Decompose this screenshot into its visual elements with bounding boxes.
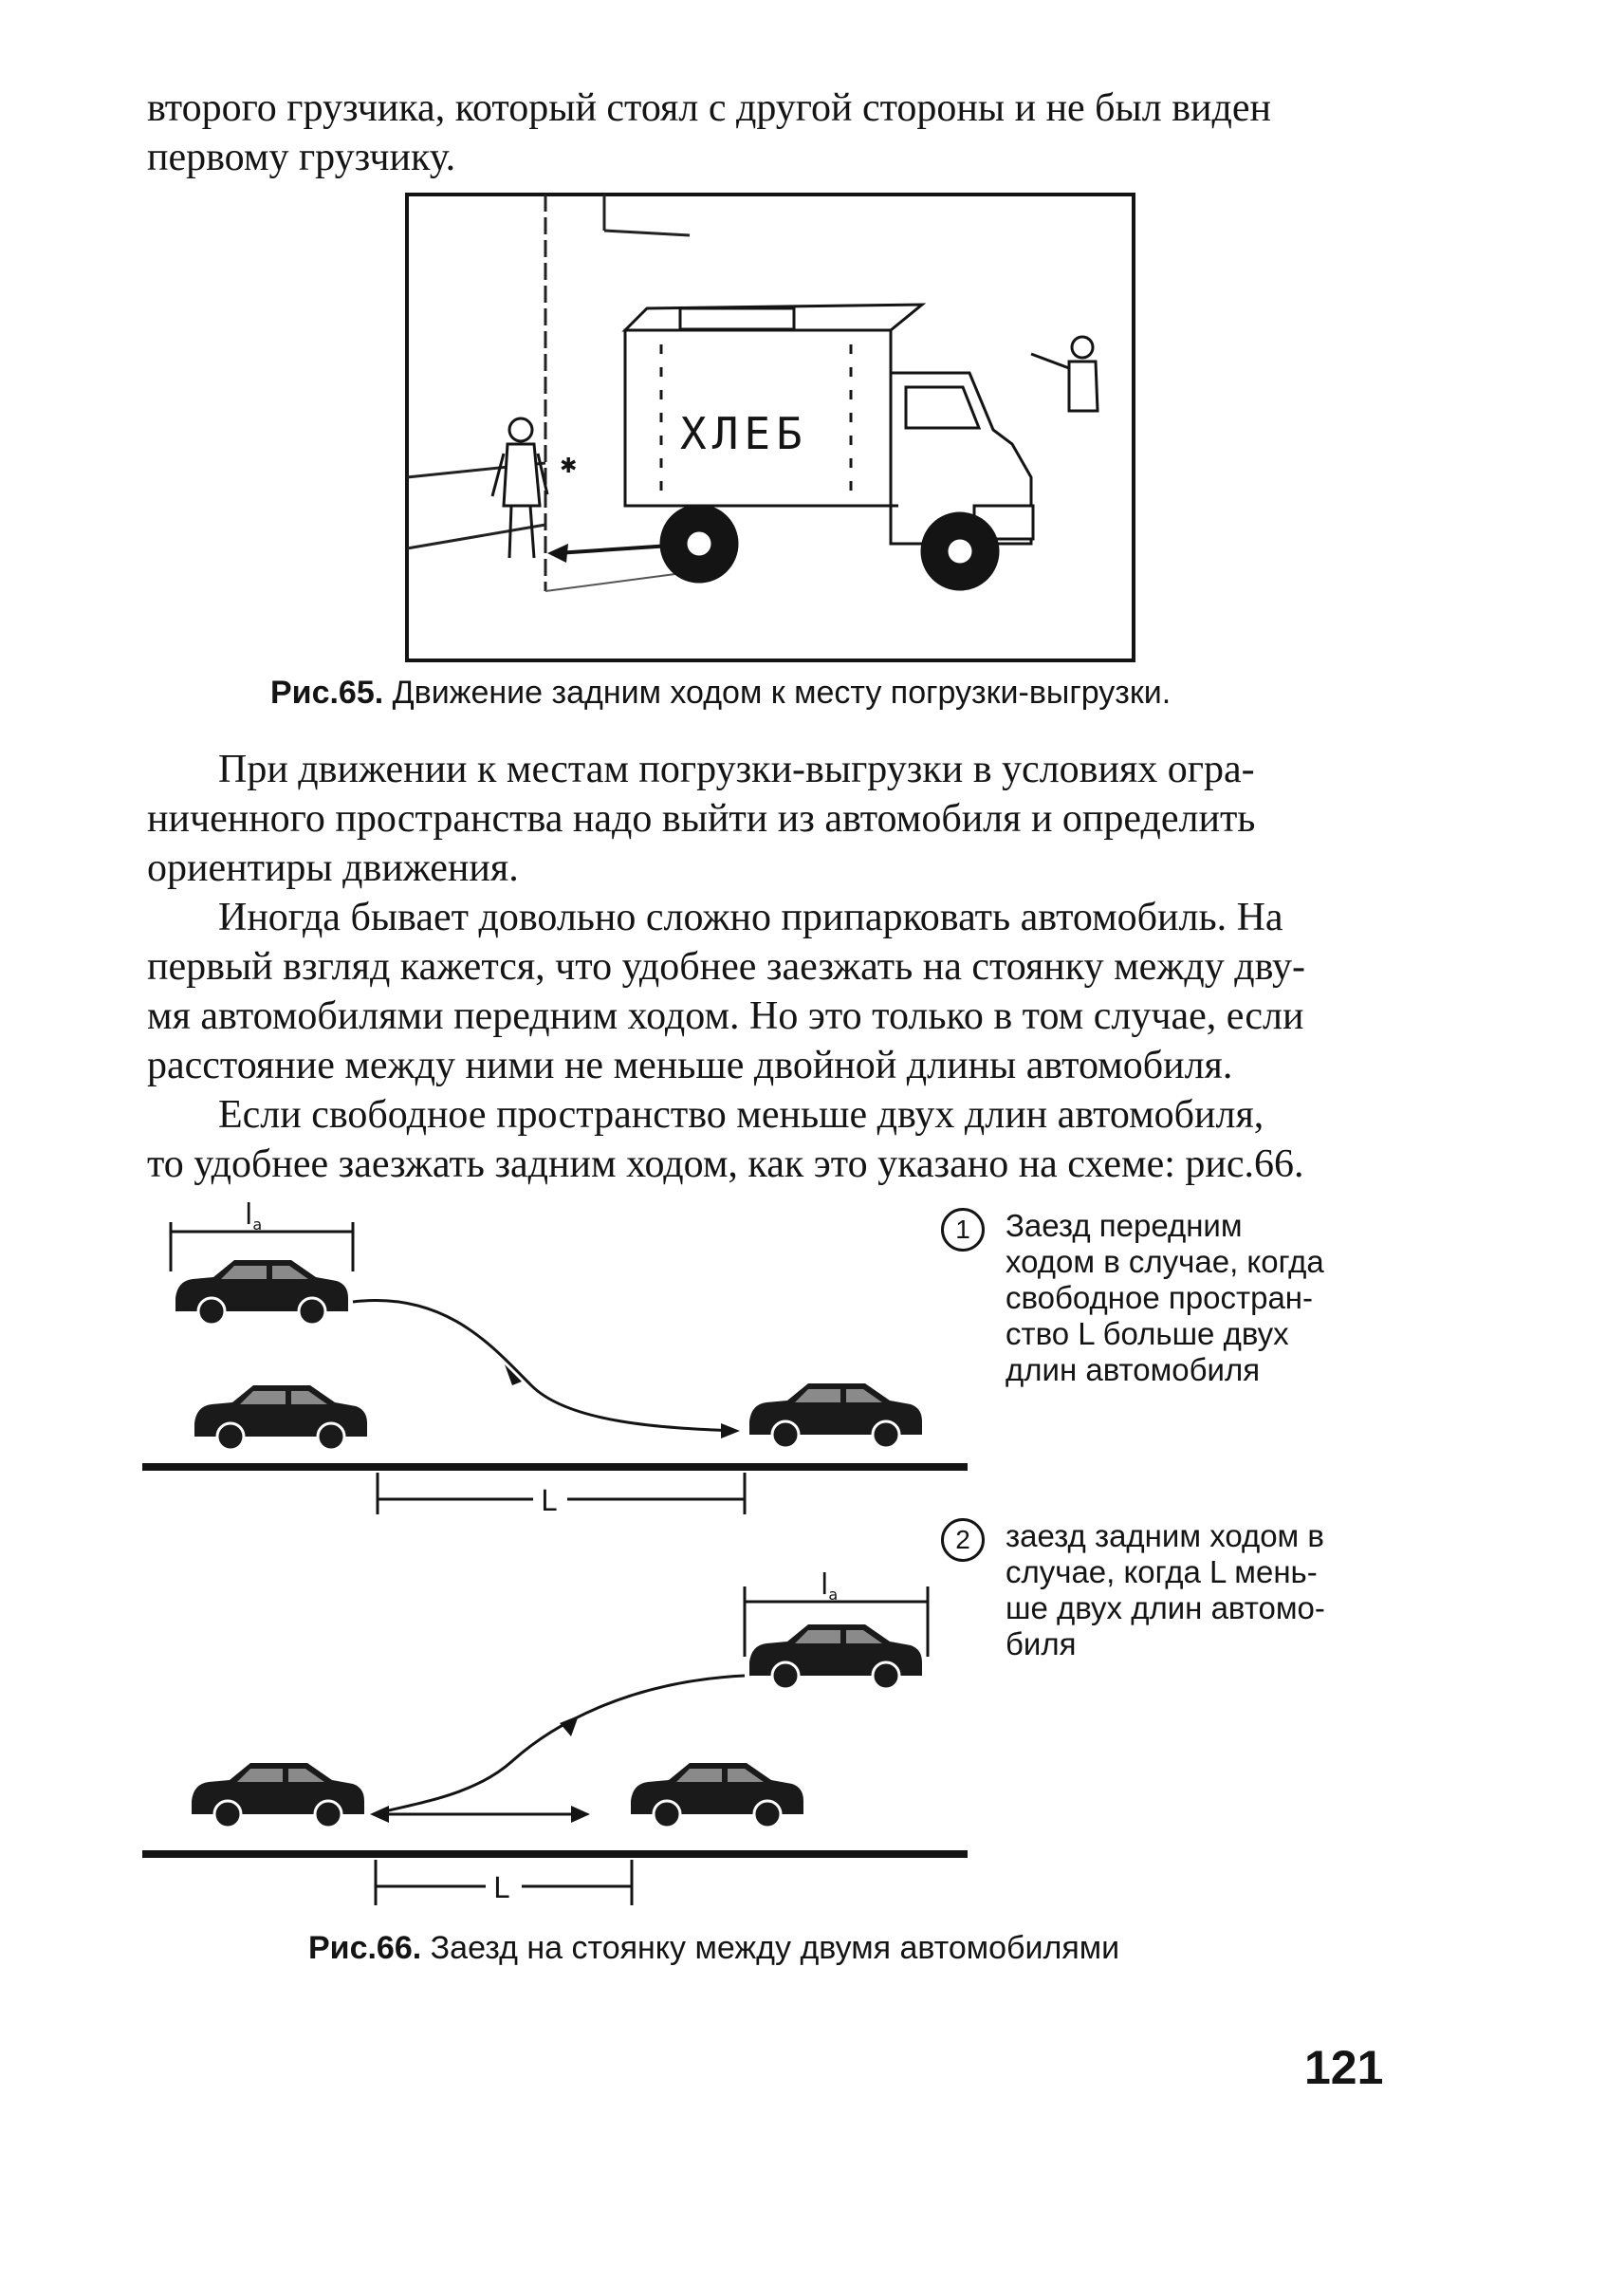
figure-65-caption (270, 675, 1171, 712)
trajectory-arrow (560, 1716, 579, 1736)
gap-label: L (493, 1872, 509, 1905)
caption-text: Движение задним ходом к месту погрузки-выгрузки. (383, 675, 1172, 711)
moving-car (749, 1624, 922, 1689)
paragraph-3 (147, 1090, 1404, 1189)
note-line: свободное простран- (1006, 1280, 1314, 1315)
figure-66-caption (308, 1930, 1119, 1967)
car-length-label: $l_a$ (821, 1568, 839, 1604)
moving-car (175, 1260, 348, 1325)
shuffle-arrow (370, 1806, 389, 1823)
caption-label: Рис.65. (270, 675, 384, 711)
note-line: длин автомобиля (1006, 1352, 1261, 1387)
text-line: первому грузчику. (147, 136, 456, 179)
note-line: ство L больше двух (1006, 1316, 1289, 1351)
note-number: 2 (941, 1518, 985, 1562)
paragraph-2 (147, 893, 1404, 1090)
gap-label: L (541, 1485, 557, 1518)
text-line: При движении к местам погрузки-выгрузки в условиях огра- (218, 748, 1255, 791)
trajectory-path (353, 1300, 736, 1431)
marker-cross: ✱ (560, 455, 578, 478)
intro-text (147, 83, 1404, 182)
note-line: Заезд передним (1006, 1208, 1243, 1243)
text-line: первый взгляд кажется, что удобнее заезжать на стоянку между дву- (147, 945, 1305, 989)
note-2 (955, 1518, 1385, 1662)
paragraph-1 (147, 745, 1404, 893)
note-line: случае, когда L мень- (1006, 1554, 1318, 1589)
text-line: мя автомобилями передним ходом. Но это только в том случае, если (147, 994, 1304, 1038)
scenario-1 (142, 1198, 968, 1518)
text-line: Если свободное пространство меньше двух длин автомобиля, (218, 1093, 1264, 1137)
text-line: Иногда бывает довольно сложно припарковать автомобиль. На (218, 896, 1283, 939)
trajectory-arrow (721, 1423, 740, 1438)
text-line: то удобнее заезжать задним ходом, как это указано на схеме: рис.66. (147, 1142, 1304, 1186)
text-line: ориентиры движения. (147, 846, 519, 890)
note-line: ше двух длин автомо- (1006, 1590, 1325, 1625)
parked-car-right (749, 1383, 922, 1448)
note-line: ходом в случае, когда (1006, 1244, 1324, 1279)
scenario-2 (142, 1568, 968, 1905)
note-line: биля (1006, 1626, 1077, 1661)
parked-car-right (631, 1763, 803, 1827)
text-line: второго грузчика, который стоял с другой стороны и не был виден (147, 86, 1272, 130)
figure-65-illustration (405, 193, 1135, 662)
car-length-label: $l_a$ (245, 1198, 263, 1234)
text-line: ниченного пространства надо выйти из автомобиля и определить (147, 797, 1256, 841)
text-line: расстояние между ними не меньше двойной длины автомобиля. (147, 1044, 1233, 1087)
figure-66-diagram (133, 1196, 987, 1955)
note-1 (955, 1208, 1385, 1388)
parked-car-left (192, 1763, 364, 1827)
shuffle-arrow (571, 1806, 590, 1823)
page-number: 121 (1304, 2041, 1384, 2094)
parked-car-left (194, 1385, 367, 1450)
caption-text: Заезд на стоянку между двумя автомобилями (421, 1930, 1120, 1966)
caption-label: Рис.66. (308, 1930, 422, 1966)
truck-label: ХЛЕБ (680, 408, 808, 459)
note-number: 1 (941, 1208, 985, 1252)
note-line: заезд задним ходом в (1006, 1518, 1324, 1553)
